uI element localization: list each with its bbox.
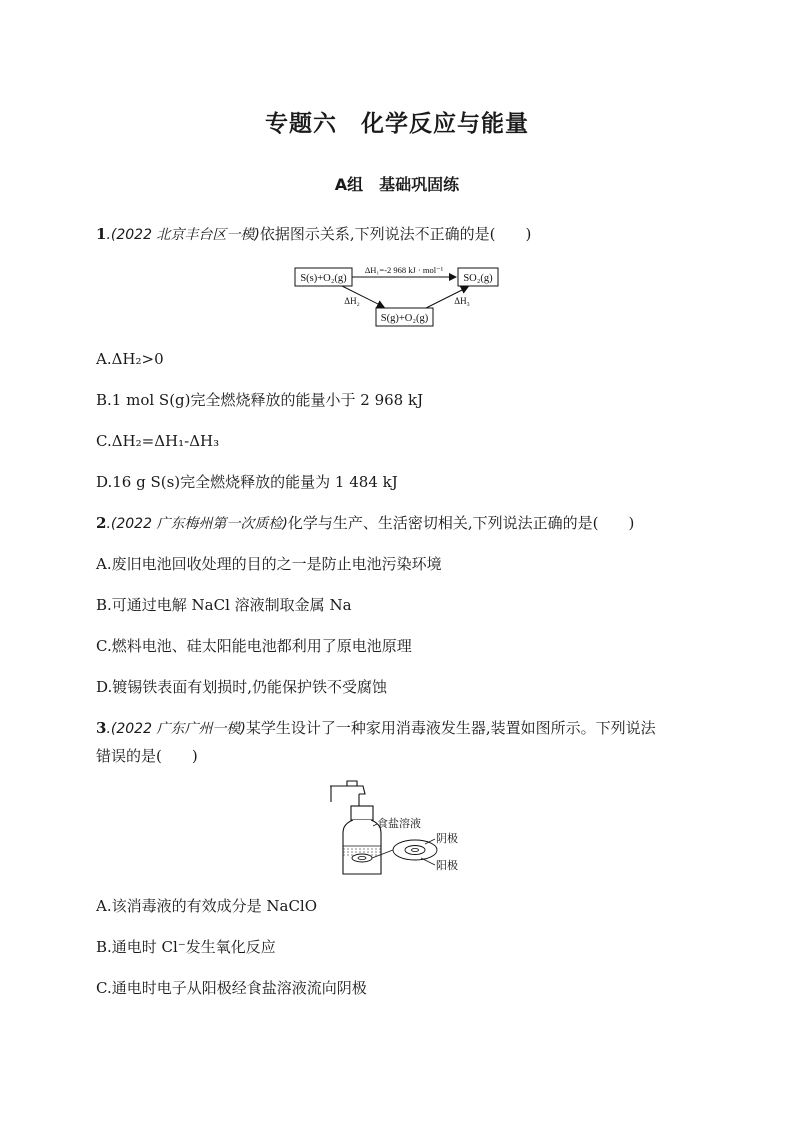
label-cathode: 阴极 <box>436 833 458 845</box>
label-h3: ΔH₃ <box>454 296 470 306</box>
leader-line-anode <box>421 858 435 865</box>
label-solution: 食盐溶液 <box>377 818 421 830</box>
question-2-option-b: B.可通过电解 NaCl 溶液制取金属 Na <box>96 596 352 614</box>
question-number: 3 <box>96 719 107 737</box>
question-source: .(2022 广东广州一模) <box>106 721 246 737</box>
question-2-option-c: C.燃料电池、硅太阳能电池都利用了原电池原理 <box>96 637 412 655</box>
electrode-core <box>358 856 366 859</box>
box-intermediate-label: S(g)+O₂(g) <box>380 313 429 324</box>
question-1-stem <box>96 224 531 245</box>
spray-head <box>330 781 365 806</box>
question-3-option-b: B.通电时 Cl⁻发生氧化反应 <box>96 938 276 956</box>
question-source: .(2022 北京丰台区一模) <box>106 227 260 243</box>
page-title: 专题六 化学反应与能量 <box>265 111 529 137</box>
question-3-option-c: C.通电时电子从阳极经食盐溶液流向阴极 <box>96 979 367 997</box>
question-number: 2 <box>96 514 107 532</box>
question-3-stem <box>96 718 656 739</box>
question-3-stem-line2: 错误的是( ) <box>96 747 198 765</box>
question-number: 1 <box>96 225 107 243</box>
question-text: 依据图示关系,下列说法不正确的是( ) <box>259 225 532 243</box>
question-source: .(2022 广东梅州第一次质检) <box>106 516 288 532</box>
question-text: 某学生设计了一种家用消毒液发生器,装置如图所示。下列说法 <box>245 719 656 737</box>
electrode-center <box>412 848 419 851</box>
question-1-option-c: C.ΔH₂=ΔH₁-ΔH₃ <box>96 432 220 450</box>
section-heading: A组 基础巩固练 <box>334 175 460 194</box>
question-2-option-d: D.镀锡铁表面有划损时,仍能保护铁不受腐蚀 <box>96 678 388 696</box>
disinfectant-generator-diagram <box>325 780 475 880</box>
box-start-label: S(s)+O₂(g) <box>300 273 347 284</box>
label-anode: 阳极 <box>436 860 458 872</box>
label-h2: ΔH₂ <box>344 296 360 306</box>
enthalpy-cycle-diagram <box>290 260 505 330</box>
question-3-option-a: A.该消毒液的有效成分是 NaClO <box>96 897 318 915</box>
question-1-option-b: B.1 mol S(g)完全燃烧释放的能量小于 2 968 kJ <box>96 391 424 409</box>
bottle-neck <box>351 806 373 820</box>
question-2-stem <box>96 513 634 534</box>
question-1-option-d: D.16 g S(s)完全燃烧释放的能量为 1 484 kJ <box>96 473 398 491</box>
label-h1: ΔH₁=-2 968 kJ · mol⁻¹ <box>364 265 444 275</box>
box-product-label: SO₂(g) <box>463 273 493 284</box>
question-1-option-a: A.ΔH₂>0 <box>96 350 164 368</box>
question-text: 化学与生产、生活密切相关,下列说法正确的是( ) <box>287 514 635 532</box>
question-2-option-a: A.废旧电池回收处理的目的之一是防止电池污染环境 <box>96 555 442 573</box>
bottle-body <box>343 820 381 874</box>
